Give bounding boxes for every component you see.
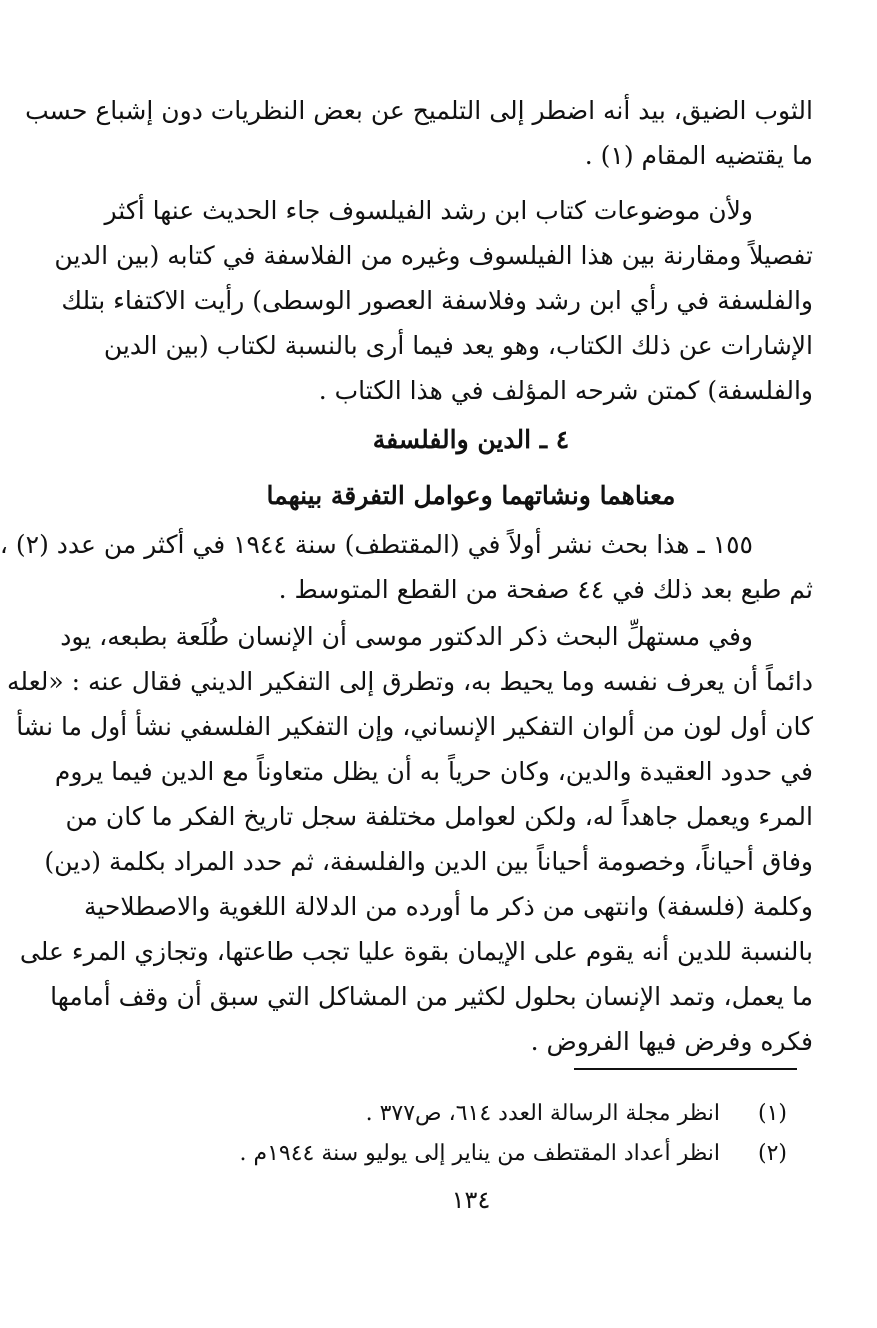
text-line: ما يقتضيه المقام (١) . xyxy=(584,141,813,170)
section-heading: ٤ ـ الدين والفلسفة xyxy=(372,425,570,454)
page-number: ١٣٤ xyxy=(451,1186,491,1214)
section-subheading: معناهما ونشاتهما وعوامل التفرقة بينهما xyxy=(266,481,676,510)
text-line: تفصيلاً ومقارنة بين هذا الفيلسوف وغيره من الفلاسفة في كتابه (بين الدين xyxy=(54,241,813,270)
text-line: وكلمة (فلسفة) وانتهى من ذكر ما أورده من الدلالة اللغوية والاصطلاحية xyxy=(83,892,813,921)
text-line: دائماً أن يعرف نفسه وما يحيط به، وتطرق إلى التفكير الديني فقال عنه : «لعله xyxy=(7,667,813,696)
footnote-number: (٢) xyxy=(757,1141,787,1166)
text-line: وفي مستهلِّ البحث ذكر الدكتور موسى أن الإنسان طُلَعة بطبعه، يود xyxy=(60,622,753,651)
text-line: المرء ويعمل جاهداً له، ولكن لعوامل مختلفة سجل تاريخ الفكر ما كان من xyxy=(65,802,813,831)
text-line: وفاق أحياناً، وخصومة أحياناً بين الدين والفلسفة، ثم حدد المراد بكلمة (دين) xyxy=(44,847,813,876)
text-line: بالنسبة للدين أنه يقوم على الإيمان بقوة عليا تجب طاعتها، وتجازي المرء على xyxy=(19,937,813,966)
paragraph-summary xyxy=(7,614,813,1064)
text-line: والفلسفة في رأي ابن رشد وفلاسفة العصور الوسطى) رأيت الاكتفاء بتلك xyxy=(61,286,813,315)
paragraph-ibn-rushd xyxy=(54,188,813,413)
text-line: ولأن موضوعات كتاب ابن رشد الفيلسوف جاء الحديث عنها أكثر xyxy=(104,196,753,225)
paragraph-continuation xyxy=(25,88,813,178)
text-line: كان أول لون من ألوان التفكير الإنساني، وإن التفكير الفلسفي نشأ أول ما نشأ xyxy=(16,712,813,741)
text-line: الثوب الضيق، بيد أنه اضطر إلى التلميح عن بعض النظريات دون إشباع حسب xyxy=(25,96,813,125)
text-line: ما يعمل، وتمد الإنسان بحلول لكثير من المشاكل التي سبق أن وقف أمامها xyxy=(50,982,813,1011)
footnote-divider xyxy=(574,1068,797,1070)
text-line: ١٥٥ ـ هذا بحث نشر أولاً في (المقتطف) سنة ١٩٤٤ في أكثر من عدد (٢) ، xyxy=(0,530,753,559)
text-line: الإشارات عن ذلك الكتاب، وهو يعد فيما أرى بالنسبة لكتاب (بين الدين xyxy=(103,331,813,360)
footnote-2 xyxy=(239,1136,787,1172)
footnote-1 xyxy=(366,1096,787,1132)
footnote-number: (١) xyxy=(757,1101,787,1126)
text-line: والفلسفة) كمتن شرحه المؤلف في هذا الكتاب . xyxy=(318,376,813,405)
paragraph-entry-155 xyxy=(0,522,813,612)
text-line: ثم طبع بعد ذلك في ٤٤ صفحة من القطع المتوسط . xyxy=(278,575,813,604)
footnote-text: انظر أعداد المقتطف من يناير إلى يوليو سنة ١٩٤٤م . xyxy=(239,1141,720,1166)
text-line: في حدود العقيدة والدين، وكان حرياً به أن يظل متعاوناً مع الدين فيما يروم xyxy=(54,757,813,786)
footnote-text: انظر مجلة الرسالة العدد ٦١٤، ص٣٧٧ . xyxy=(365,1101,720,1126)
text-line: فكره وفرض فيها الفروض . xyxy=(530,1027,813,1056)
